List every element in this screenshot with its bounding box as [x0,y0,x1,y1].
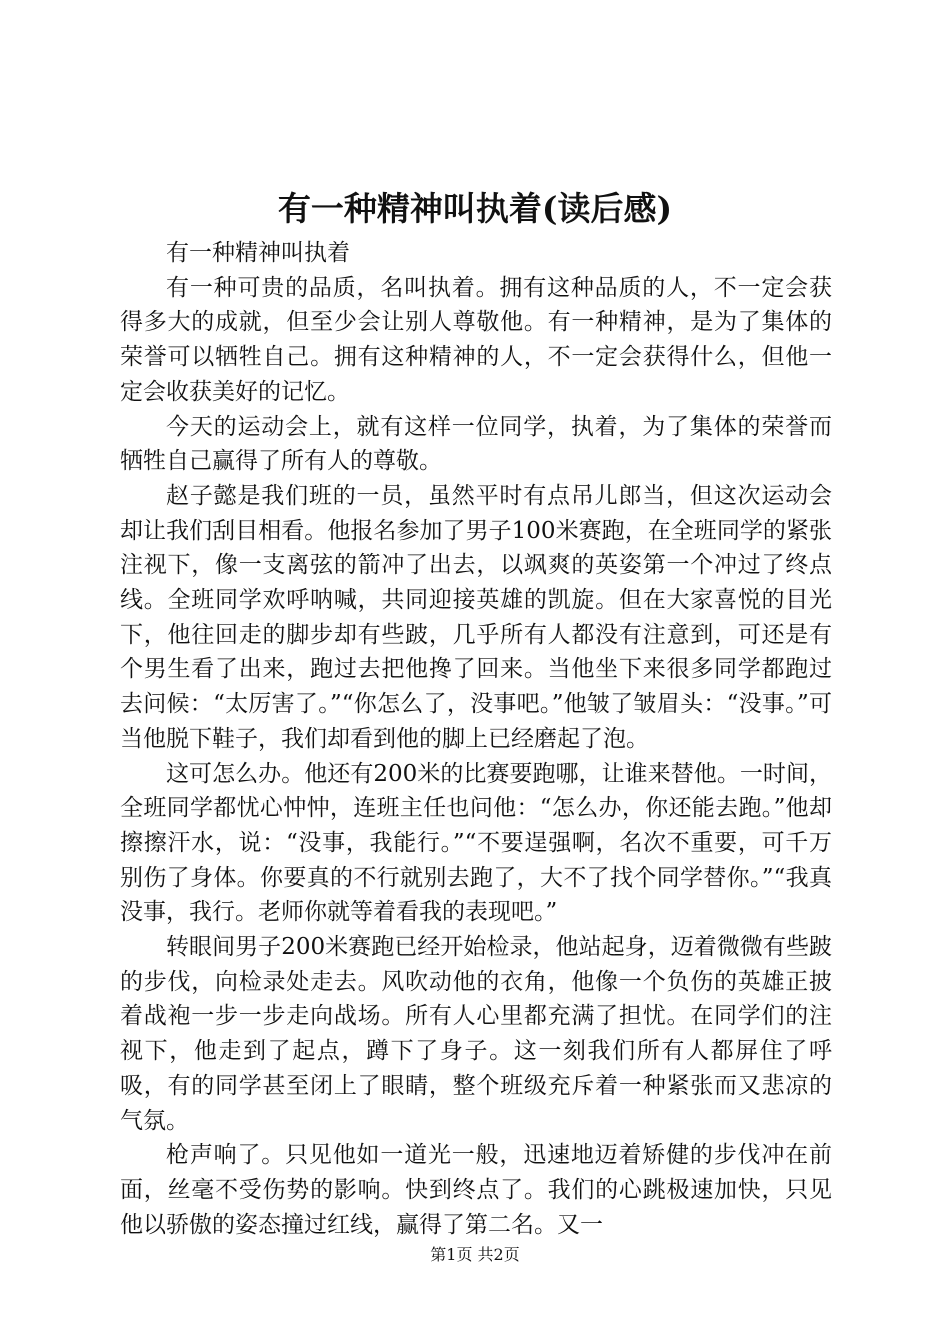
paragraph: 转眼间男子200米赛跑已经开始检录，他站起身，迈着微微有些跛的步伐，向检录处走去。风吹动他的衣角，他像一个负伤的英雄正披着战袍一步一步走向战场。所有人心里都充满了担忧。在同学们的注视下，他走到了起点，蹲下了身子。这一刻我们所有人都屏住了呼吸，有的同学甚至闭上了眼睛，整个班级充斥着一种紧张而又悲凉的气氛。 [120,934,832,1134]
document-body [120,236,832,1242]
paragraph: 有一种可贵的品质，名叫执着。拥有这种品质的人，不一定会获得多大的成就，但至少会让别人尊敬他。有一种精神，是为了集体的荣誉可以牺牲自己。拥有这种精神的人，不一定会获得什么，但他一定会收获美好的记忆。 [120,274,832,405]
paragraph-subtitle: 有一种精神叫执着 [166,240,350,266]
page-number-footer: 第1页 共2页 [430,1245,520,1264]
paragraph: 今天的运动会上，就有这样一位同学，执着，为了集体的荣誉而牺牲自己赢得了所有人的尊敬。 [120,413,832,475]
document-title: 有一种精神叫执着(读后感) [277,189,673,228]
paragraph: 这可怎么办。他还有200米的比赛要跑哪，让谁来替他。一时间，全班同学都忧心忡忡，连班主任也问他：“怎么办，你还能去跑。”他却擦擦汗水，说：“没事，我能行。”“不要逞强啊，名次不重要，可千万别伤了身体。你要真的不行就别去跑了，大不了找个同学替你。”“我真没事，我行。老师你就等着看我的表现吧。” [120,760,832,926]
paragraph: 枪声响了。只见他如一道光一般，迅速地迈着矫健的步伐冲在前面，丝毫不受伤势的影响。快到终点了。我们的心跳极速加快，只见他以骄傲的姿态撞过红线，赢得了第二名。又一 [120,1142,832,1238]
paragraph: 赵子懿是我们班的一员，虽然平时有点吊儿郎当，但这次运动会却让我们刮目相看。他报名参加了男子100米赛跑，在全班同学的紧张注视下，像一支离弦的箭冲了出去，以飒爽的英姿第一个冲过了终点线。全班同学欢呼呐喊，共同迎接英雄的凯旋。但在大家喜悦的目光下，他往回走的脚步却有些跛，几乎所有人都没有注意到，可还是有个男生看了出来，跑过去把他搀了回来。当他坐下来很多同学都跑过去问候：“太厉害了。”“你怎么了，没事吧。”他皱了皱眉头：“没事。”可当他脱下鞋子，我们却看到他的脚上已经磨起了泡。 [120,482,832,752]
